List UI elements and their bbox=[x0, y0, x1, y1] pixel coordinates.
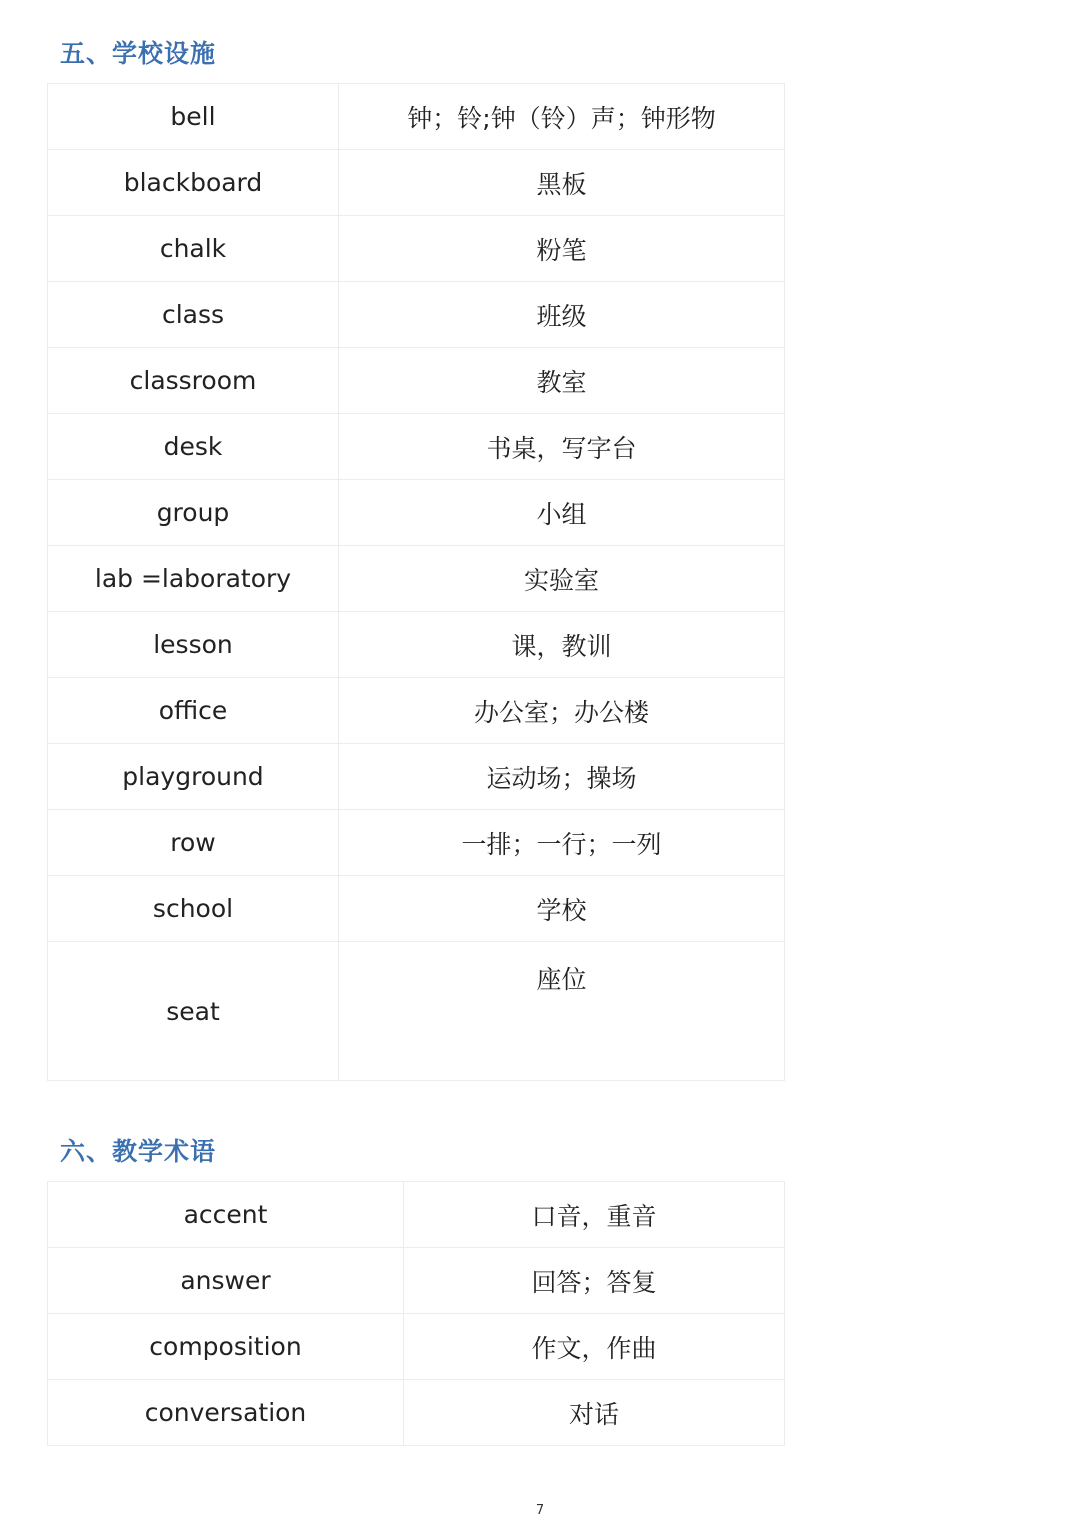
meaning-cell: 口音，重音 bbox=[404, 1182, 785, 1248]
word-cell: chalk bbox=[48, 216, 339, 282]
table-row bbox=[48, 612, 785, 678]
table-row bbox=[48, 414, 785, 480]
word-cell: lesson bbox=[48, 612, 339, 678]
meaning-cell: 学校 bbox=[339, 876, 785, 942]
table-row bbox=[48, 1380, 785, 1446]
table-row bbox=[48, 150, 785, 216]
meaning-cell: 班级 bbox=[339, 282, 785, 348]
meaning-cell: 回答；答复 bbox=[404, 1248, 785, 1314]
word-cell: lab =laboratory bbox=[48, 546, 339, 612]
meaning-cell: 钟；铃;钟（铃）声；钟形物 bbox=[339, 84, 785, 150]
table-row bbox=[48, 1182, 785, 1248]
meaning-cell: 粉笔 bbox=[339, 216, 785, 282]
table-row bbox=[48, 678, 785, 744]
table-row bbox=[48, 1314, 785, 1380]
word-cell: playground bbox=[48, 744, 339, 810]
table-row bbox=[48, 216, 785, 282]
meaning-cell: 办公室；办公楼 bbox=[339, 678, 785, 744]
section-heading-teaching-terms: 六、教学术语 bbox=[60, 1137, 217, 1166]
meaning-cell: 一排；一行；一列 bbox=[339, 810, 785, 876]
word-cell: blackboard bbox=[48, 150, 339, 216]
word-cell: accent bbox=[48, 1182, 404, 1248]
meaning-cell: 实验室 bbox=[339, 546, 785, 612]
table-row bbox=[48, 810, 785, 876]
table-row bbox=[48, 480, 785, 546]
word-cell: office bbox=[48, 678, 339, 744]
table-row bbox=[48, 84, 785, 150]
table-row bbox=[48, 546, 785, 612]
meaning-cell: 小组 bbox=[339, 480, 785, 546]
word-cell: group bbox=[48, 480, 339, 546]
table-row bbox=[48, 1248, 785, 1314]
vocab-table-teaching-terms bbox=[47, 1181, 785, 1446]
meaning-cell: 课，教训 bbox=[339, 612, 785, 678]
table-row bbox=[48, 744, 785, 810]
meaning-cell: 教室 bbox=[339, 348, 785, 414]
section-heading-school-facilities: 五、学校设施 bbox=[60, 39, 217, 68]
word-cell: composition bbox=[48, 1314, 404, 1380]
table-row bbox=[48, 282, 785, 348]
meaning-cell: 黑板 bbox=[339, 150, 785, 216]
vocab-table-school-facilities bbox=[47, 83, 785, 1081]
word-cell: answer bbox=[48, 1248, 404, 1314]
word-cell: school bbox=[48, 876, 339, 942]
word-cell: seat bbox=[48, 942, 339, 1081]
meaning-cell: 座位 bbox=[339, 942, 785, 1081]
meaning-cell: 运动场；操场 bbox=[339, 744, 785, 810]
word-cell: row bbox=[48, 810, 339, 876]
word-cell: conversation bbox=[48, 1380, 404, 1446]
word-cell: class bbox=[48, 282, 339, 348]
word-cell: classroom bbox=[48, 348, 339, 414]
page-number: 7 bbox=[535, 1503, 545, 1518]
meaning-cell: 书桌，写字台 bbox=[339, 414, 785, 480]
meaning-cell: 作文，作曲 bbox=[404, 1314, 785, 1380]
table-row bbox=[48, 942, 785, 1081]
table-row bbox=[48, 348, 785, 414]
word-cell: bell bbox=[48, 84, 339, 150]
word-cell: desk bbox=[48, 414, 339, 480]
meaning-cell: 对话 bbox=[404, 1380, 785, 1446]
table-row bbox=[48, 876, 785, 942]
